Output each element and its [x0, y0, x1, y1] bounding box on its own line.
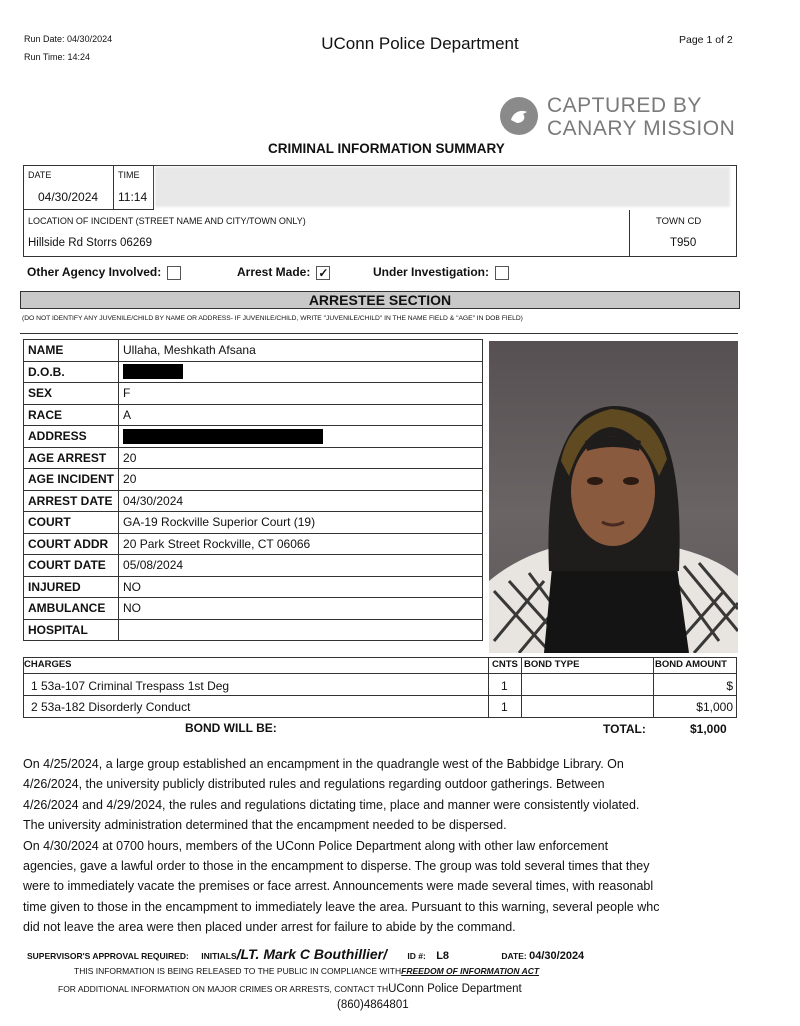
- under-investigation: [373, 265, 509, 280]
- arrestee-row: [24, 490, 483, 512]
- arrestee-row: [24, 447, 483, 469]
- foia-prefix: THIS INFORMATION IS BEING RELEASED TO THE PUBLIC IN COMPLIANCE WITH: [74, 966, 402, 976]
- time-label: TIME: [118, 170, 140, 180]
- arrestee-field-value: NO: [119, 576, 483, 598]
- arrestee-field-label: AGE ARREST: [24, 447, 119, 469]
- run-time-label: Run Time:: [24, 52, 66, 62]
- foia-line: [74, 966, 539, 976]
- redaction-bar: [123, 364, 183, 379]
- bond-type-header: BOND TYPE: [524, 659, 580, 670]
- id-label: ID #:: [407, 951, 426, 961]
- arrestee-field-value: 20: [119, 469, 483, 491]
- under-investigation-checkbox[interactable]: [495, 266, 509, 280]
- narrative-line: time given to those in the encampment to immediately leave the area. Pursuant to this warning, several people whc: [23, 899, 660, 914]
- arrestee-field-value: Ullaha, Meshkath Afsana: [119, 340, 483, 362]
- watermark: [547, 94, 735, 140]
- time-cell: [114, 166, 154, 210]
- incident-box: [23, 165, 737, 257]
- arrestee-photo: [489, 341, 738, 653]
- narrative-line: The university administration determined that the encampment needed to be dispersed.: [23, 818, 507, 833]
- run-date-label: Run Date:: [24, 34, 65, 44]
- initials-label: INITIALS: [201, 951, 237, 961]
- narrative: [23, 754, 743, 938]
- location-value: Hillside Rd Storrs 06269: [28, 237, 153, 249]
- arrestee-row: [24, 533, 483, 555]
- arrestee-field-value: 20: [119, 447, 483, 469]
- arrestee-field-value: 05/08/2024: [119, 555, 483, 577]
- date-label: DATE: [28, 170, 52, 180]
- arrestee-field-label: RACE: [24, 404, 119, 426]
- location-cell: [24, 210, 630, 256]
- juvenile-note: (DO NOT IDENTIFY ANY JUVENILE/CHILD BY NAME OR ADDRESS- IF JUVENILE/CHILD, WRITE "JUVENILE/CHILD" IN THE NAME FIELD & "AGE" IN DOB FIELD): [22, 315, 523, 322]
- watermark-line1: CAPTURED BY: [547, 94, 702, 117]
- other-agency-label: Other Agency Involved:: [27, 265, 162, 279]
- arrestee-field-value: 04/30/2024: [119, 490, 483, 512]
- arrestee-field-value: NO: [119, 598, 483, 620]
- arrest-made-label: Arrest Made:: [237, 265, 311, 279]
- arrestee-field-label: COURT DATE: [24, 555, 119, 577]
- cnts-header: CNTS: [492, 659, 518, 670]
- total-value: $1,000: [690, 722, 727, 736]
- under-investigation-label: Under Investigation:: [373, 265, 490, 279]
- narrative-line: On 4/25/2024, a large group established an encampment in the quadrangle west of the Babbidge Library. On: [23, 757, 624, 771]
- run-time-value: 14:24: [67, 52, 91, 62]
- arrestee-field-label: COURT: [24, 512, 119, 534]
- time-value: 11:14: [118, 190, 148, 204]
- location-label: LOCATION OF INCIDENT (STREET NAME AND CITY/TOWN ONLY): [28, 216, 306, 226]
- narrative-line: On 4/30/2024 at 0700 hours, members of the UConn Police Department along with other law enforcement: [23, 838, 609, 853]
- arrestee-field-label: D.O.B.: [24, 361, 119, 383]
- form-title: CRIMINAL INFORMATION SUMMARY: [268, 141, 505, 156]
- supervisor-approval: [27, 946, 584, 962]
- initials-value: /LT. Mark C Bouthillier/: [236, 946, 388, 962]
- divider: [20, 333, 738, 334]
- blurred-area: [155, 167, 730, 207]
- narrative-line: did not leave the area were then placed under arrest for failure to abide by the command.: [23, 920, 516, 935]
- charge-row-2-bond: $1,000: [696, 700, 733, 714]
- narrative-line: were to immediately vacate the premises or face arrest. Announcements were made several times, with reasonabl: [23, 879, 654, 894]
- run-date-value: 04/30/2024: [67, 34, 113, 44]
- date-value-footer: 04/30/2024: [529, 950, 585, 962]
- page-number: Page 1 of 2: [679, 34, 733, 46]
- arrestee-row: [24, 383, 483, 405]
- arrestee-section-bar: [20, 291, 740, 309]
- arrestee-table: [23, 339, 483, 641]
- arrestee-field-value: GA-19 Rockville Superior Court (19): [119, 512, 483, 534]
- charge-row-2-cnts: 1: [501, 700, 508, 714]
- arrestee-row: [24, 619, 483, 641]
- charge-row-1-cnts: 1: [501, 679, 508, 693]
- date-cell: [24, 166, 114, 210]
- arrestee-field-label: HOSPITAL: [24, 619, 119, 641]
- other-agency: [27, 265, 181, 280]
- watermark-line2: CANARY MISSION: [547, 117, 736, 140]
- canary-logo-icon: [500, 97, 538, 135]
- arrestee-row: [24, 598, 483, 620]
- other-agency-checkbox[interactable]: [167, 266, 181, 280]
- date-label-footer: DATE:: [501, 951, 527, 961]
- contact-phone: (860)4864801: [337, 999, 409, 1011]
- arrestee-row: [24, 340, 483, 362]
- arrestee-field-label: ADDRESS: [24, 426, 119, 448]
- arrest-made-checkbox[interactable]: ✓: [318, 265, 329, 280]
- arrestee-field-value: F: [119, 383, 483, 405]
- charge-row-1: 1 53a-107 Criminal Trespass 1st Deg: [31, 679, 230, 693]
- arrestee-field-label: AGE INCIDENT: [24, 469, 119, 491]
- arrestee-field-label: AMBULANCE: [24, 598, 119, 620]
- arrestee-section-title: ARRESTEE SECTION: [308, 292, 452, 308]
- foia-link[interactable]: FREEDOM OF INFORMATION ACT: [401, 966, 540, 976]
- date-value: 04/30/2024: [38, 190, 99, 204]
- arrestee-row: [24, 469, 483, 491]
- narrative-line: 4/26/2024 and 4/29/2024, the rules and regulations dictating time, place and manner were consistently violated.: [23, 797, 640, 812]
- arrestee-field-value: [119, 426, 483, 448]
- arrestee-field-label: NAME: [24, 340, 119, 362]
- narrative-line: 4/26/2024, the university publicly distributed rules and regulations regarding outdoor gatherings. Between: [23, 777, 605, 792]
- arrestee-field-value: [119, 361, 483, 383]
- charges-header: CHARGES: [24, 659, 72, 670]
- redaction-bar: [123, 429, 323, 444]
- arrestee-row: [24, 512, 483, 534]
- bond-will-be-label: BOND WILL BE:: [185, 721, 277, 735]
- contact-dept: UConn Police Department: [388, 983, 522, 995]
- arrestee-field-label: COURT ADDR: [24, 533, 119, 555]
- total-label: TOTAL:: [603, 722, 646, 736]
- arrestee-field-value: A: [119, 404, 483, 426]
- arrestee-row: [24, 555, 483, 577]
- arrestee-field-label: INJURED: [24, 576, 119, 598]
- narrative-line: agencies, gave a lawful order to those in the encampment to disperse. The group was told several times that they: [23, 859, 650, 874]
- arrestee-field-value: [119, 619, 483, 641]
- arrestee-row: [24, 361, 483, 383]
- bond-amount-header: BOND AMOUNT: [655, 659, 727, 670]
- arrestee-row: [24, 426, 483, 448]
- charge-row-2: 2 53a-182 Disorderly Conduct: [31, 700, 191, 714]
- arrestee-field-label: ARREST DATE: [24, 490, 119, 512]
- arrestee-field-value: 20 Park Street Rockville, CT 06066: [119, 533, 483, 555]
- arrest-made: [237, 265, 330, 280]
- supervisor-label: SUPERVISOR'S APPROVAL REQUIRED:: [27, 951, 189, 961]
- arrestee-row: [24, 404, 483, 426]
- charge-row-1-bond: $: [726, 679, 733, 693]
- arrestee-row: [24, 576, 483, 598]
- arrestee-field-label: SEX: [24, 383, 119, 405]
- id-value: L8: [436, 950, 450, 962]
- contact-line: [58, 983, 522, 995]
- charges-table: [23, 657, 737, 718]
- town-value: T950: [670, 237, 697, 249]
- department-title: UConn Police Department: [321, 34, 519, 53]
- contact-text: FOR ADDITIONAL INFORMATION ON MAJOR CRIMES OR ARRESTS, CONTACT TH: [58, 984, 389, 994]
- town-label: TOWN CD: [656, 216, 702, 227]
